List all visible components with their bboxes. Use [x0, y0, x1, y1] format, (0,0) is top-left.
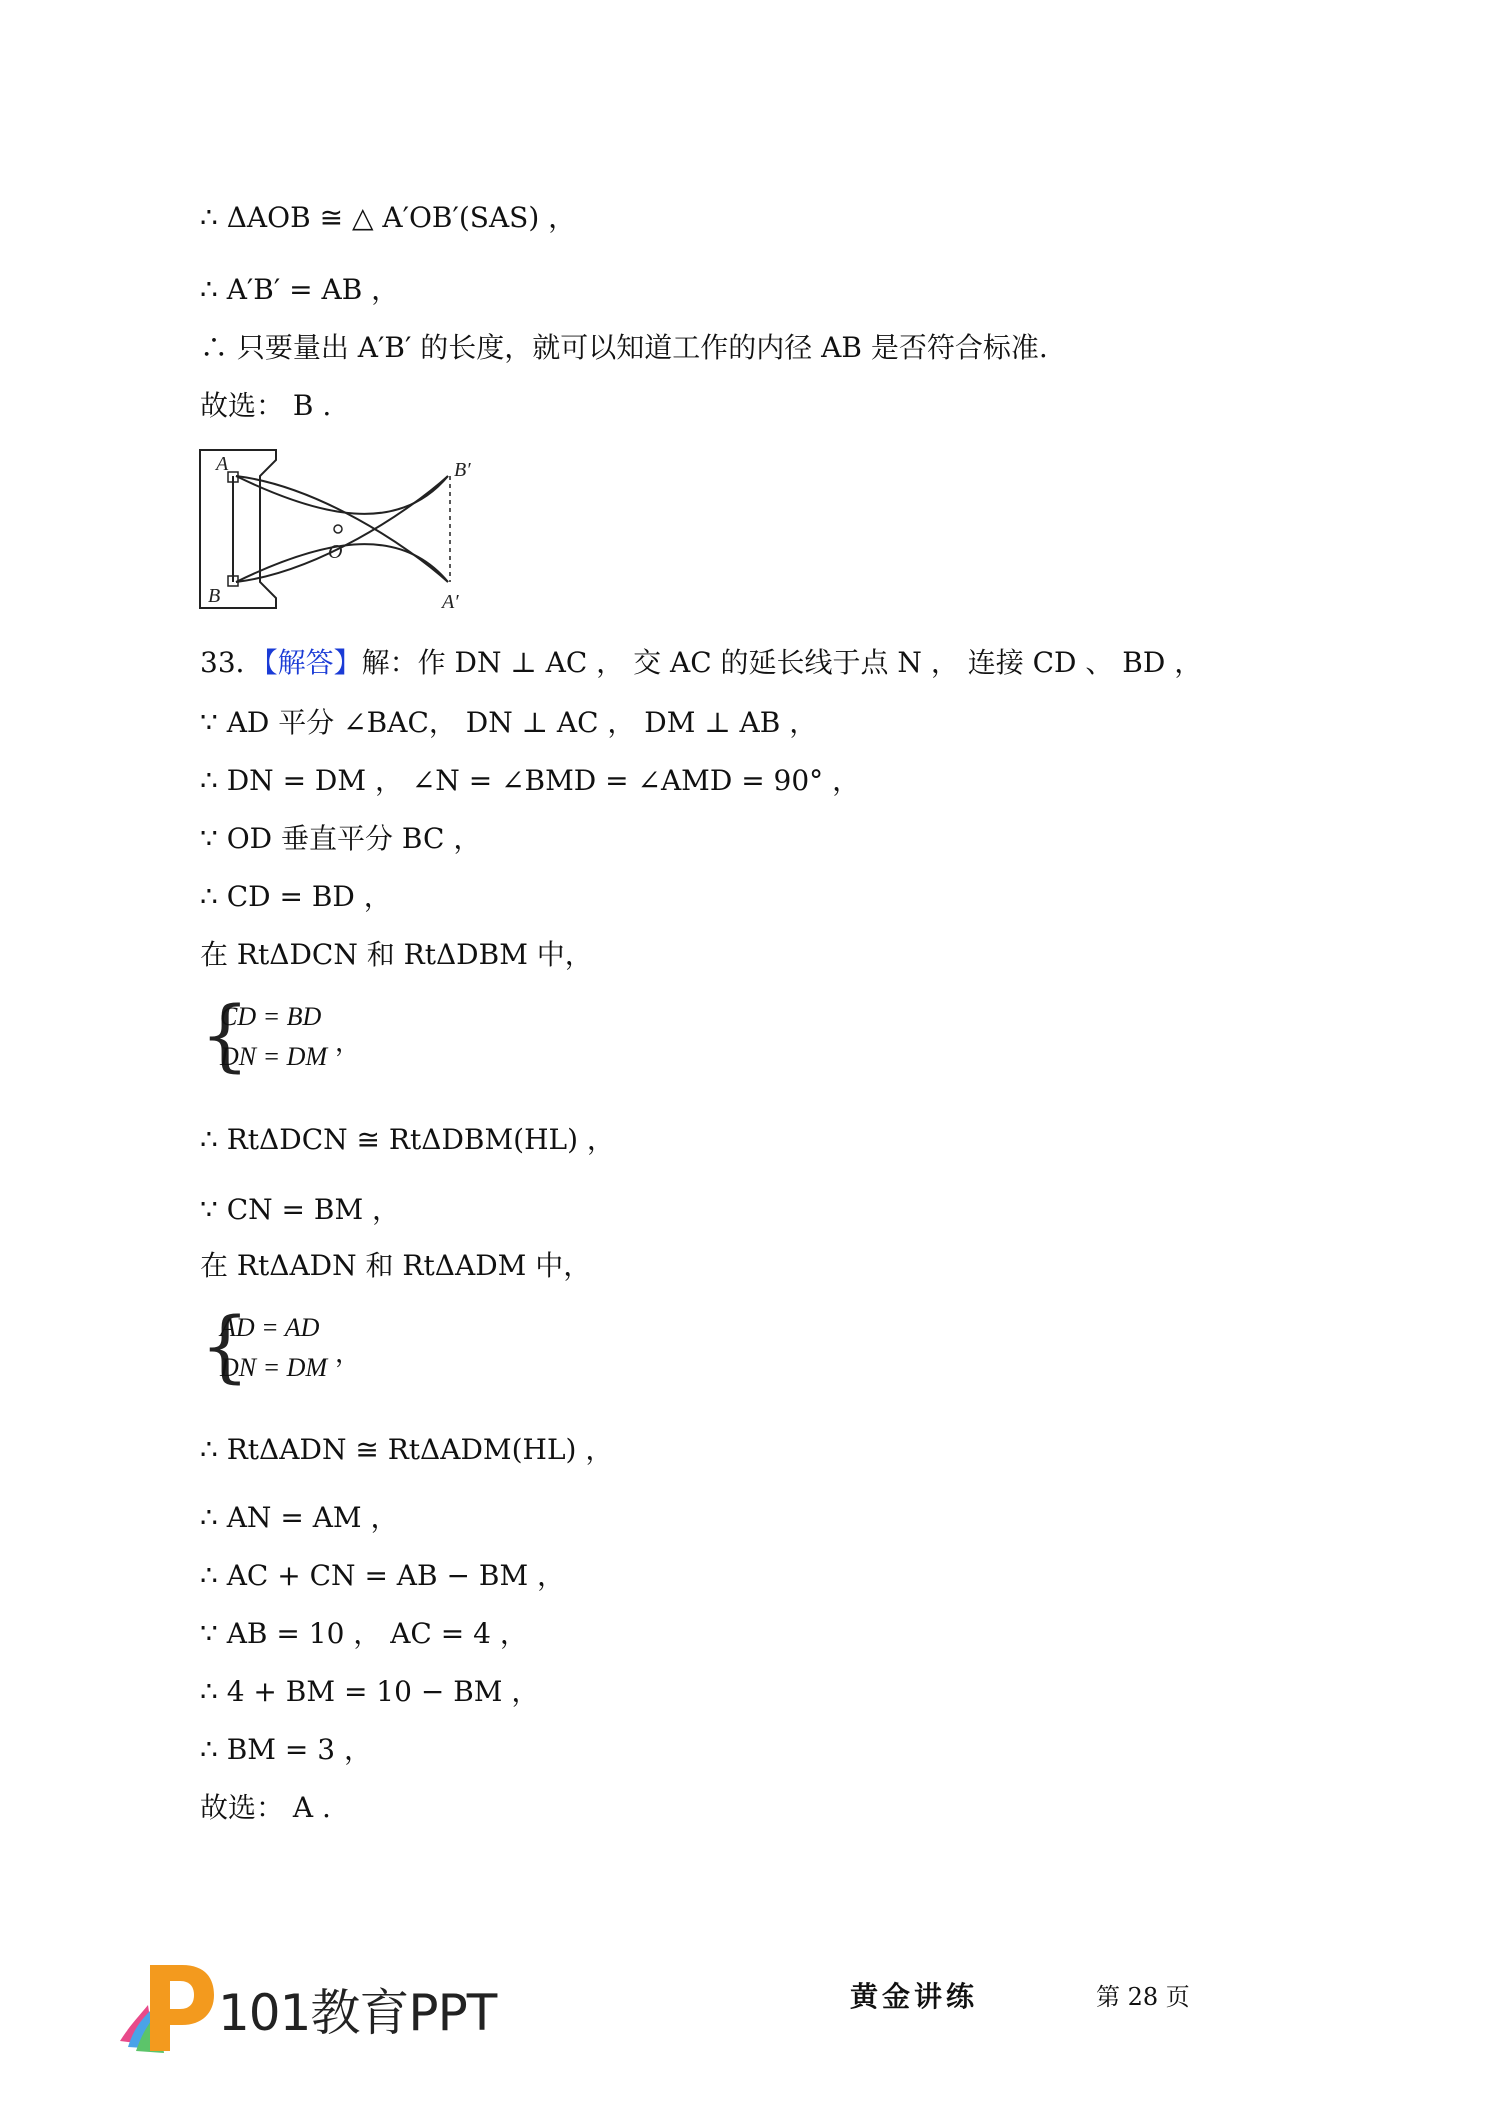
text-line-22: 故选： A .: [200, 1791, 331, 1824]
text-line-10: 在 RtΔDCN 和 RtΔDBM 中，: [200, 938, 593, 971]
logo-text: 101教育PPT: [218, 1984, 497, 2042]
text-line-6: ∵ AD 平分 ∠BAC， DN ⊥ AC ， DM ⊥ AB ，: [200, 706, 818, 739]
brand-logo: [110, 1955, 497, 2059]
system-2-comma: ，: [335, 1339, 362, 1368]
logo-mark-icon: [110, 1955, 220, 2055]
text-line-12: ∴ RtΔDCN ≅ RtΔDBM(HL) ，: [200, 1123, 615, 1156]
question-33-line: [200, 645, 1202, 681]
text-line-8: ∵ OD 垂直平分 BC ，: [200, 822, 482, 855]
text-line-14: 在 RtΔADN 和 RtΔADM 中，: [200, 1249, 592, 1282]
system-2-row-1: AD = AD: [220, 1313, 320, 1342]
figure-label-a-prime: A′: [442, 591, 459, 613]
text-line-18: ∴ AC + CN = AB − BM ，: [200, 1559, 566, 1592]
question-33-text: 解：作 DN ⊥ AC ， 交 AC 的延长线于点 N ， 连接 CD 、 BD ，: [361, 646, 1203, 679]
figure-label-o: O: [328, 541, 343, 563]
answer-tag: 【解答】: [263, 646, 362, 679]
page-number: 第 28 页: [1096, 1983, 1190, 2011]
text-line-21: ∴ BM = 3 ，: [200, 1733, 372, 1766]
text-line-16: ∴ RtΔADN ≅ RtΔADM(HL) ，: [200, 1433, 614, 1466]
figure-label-a: A: [216, 453, 229, 475]
question-number: 33．: [200, 646, 264, 679]
system-2-row-2: DN = DM: [220, 1353, 328, 1382]
text-line-19: ∵ AB = 10 ， AC = 4 ，: [200, 1617, 528, 1650]
figure-label-b-prime: B′: [454, 459, 471, 481]
footer-center-text: 黄金讲练: [850, 1980, 979, 2013]
text-line-7: ∴ DN = DM ， ∠N = ∠BMD = ∠AMD = 90° ，: [200, 764, 861, 797]
system-1-row-2: DN = DM: [220, 1042, 328, 1071]
system-1-comma: ，: [335, 1028, 362, 1057]
text-line-20: ∴ 4 + BM = 10 − BM ，: [200, 1675, 540, 1708]
text-line-1: ∴ ΔAOB ≅ △ A′OB′(SAS) ，: [200, 201, 577, 234]
text-line-2: ∴ A′B′ = AB ，: [200, 273, 400, 306]
text-line-9: ∴ CD = BD ，: [200, 880, 392, 913]
system-1-row-1: CD = BD: [220, 1002, 322, 1031]
text-line-3: ∴ 只要量出 A′B′ 的长度，就可以知道工作的内径 AB 是否符合标准.: [200, 331, 1048, 364]
geometry-figure: [198, 446, 498, 630]
text-line-13: ∵ CN = BM ，: [200, 1193, 401, 1226]
figure-label-b: B: [208, 585, 221, 607]
text-line-4: 故选： B .: [200, 389, 332, 422]
text-line-17: ∴ AN = AM ，: [200, 1501, 399, 1534]
